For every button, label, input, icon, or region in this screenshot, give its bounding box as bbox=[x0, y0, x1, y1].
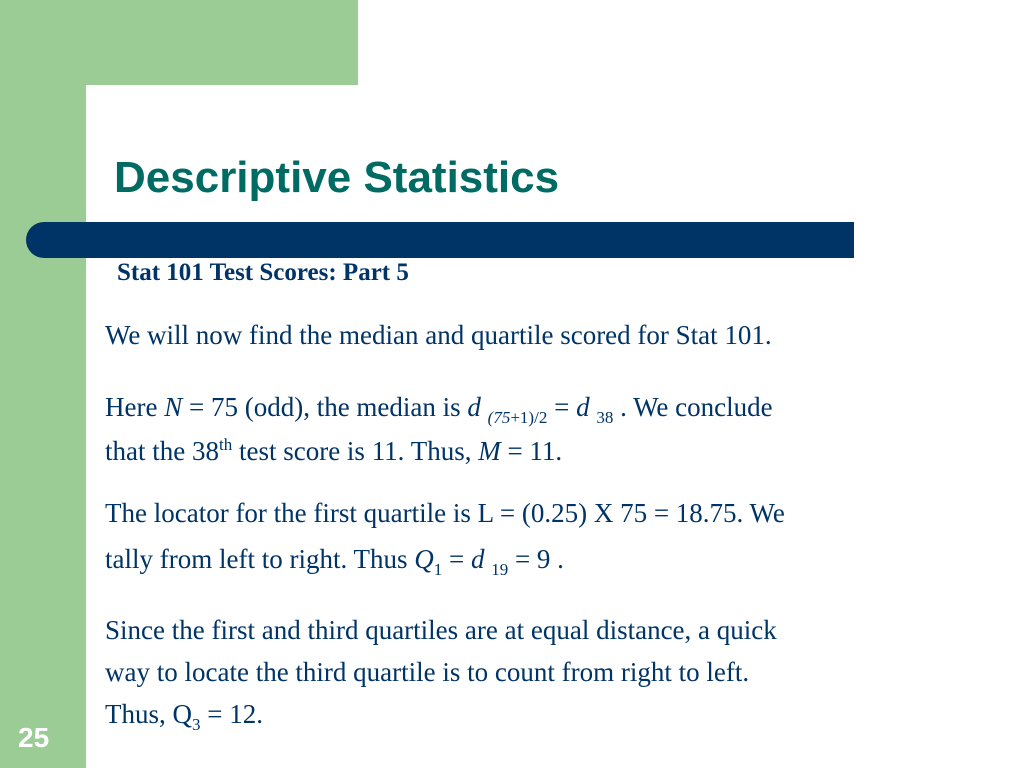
title-underline-bar bbox=[26, 222, 854, 258]
slide-subtitle: Stat 101 Test Scores: Part 5 bbox=[117, 259, 409, 286]
m-variable: M bbox=[478, 436, 501, 466]
median-text: test score is 11. Thus, bbox=[232, 436, 479, 466]
median-text: that the 38 bbox=[105, 436, 219, 466]
third-quartile-line-2: way to locate the third quartile is to count from right to left. bbox=[105, 657, 750, 687]
d-variable: d bbox=[470, 544, 485, 574]
q3-subscript: 3 bbox=[192, 715, 201, 734]
d-variable: d bbox=[576, 392, 590, 422]
median-line-1 bbox=[105, 387, 985, 431]
quartile-line-1: The locator for the first quartile is L = (0.25) X 75 = 18.75. We bbox=[105, 498, 785, 528]
third-quartile-line-1: Since the first and third quartiles are at equal distance, a quick bbox=[105, 615, 777, 645]
median-text: = 11. bbox=[500, 436, 563, 466]
q1-subscript: 1 bbox=[433, 560, 443, 579]
q1-position-subscript: 19 bbox=[491, 560, 509, 579]
quartile-text: tally from left to right. Thus bbox=[105, 544, 415, 574]
quartile-line-2 bbox=[105, 536, 985, 586]
n-variable: N bbox=[164, 392, 183, 422]
d-variable: d bbox=[467, 392, 481, 422]
q-variable: Q bbox=[414, 544, 434, 574]
median-line-2 bbox=[105, 431, 985, 475]
quartile-text: = 9 . bbox=[508, 544, 564, 574]
green-left-band bbox=[0, 0, 86, 768]
third-quartile-line-3 bbox=[105, 693, 985, 739]
paragraph-intro bbox=[105, 316, 985, 354]
median-text: Here bbox=[105, 392, 165, 422]
median-index-subscript: (75+1)/2 bbox=[487, 408, 548, 427]
index-expression-numerator: (75 bbox=[487, 408, 511, 427]
equals-text: = bbox=[547, 392, 577, 422]
median-position-subscript: 38 bbox=[596, 408, 614, 427]
third-quartile-text: Thus, Q bbox=[105, 699, 192, 729]
paragraph-first-quartile bbox=[105, 490, 985, 586]
ordinal-superscript: th bbox=[218, 435, 233, 454]
median-text: . We conclude bbox=[613, 392, 773, 422]
paragraph-third-quartile bbox=[105, 609, 985, 739]
spacer-text bbox=[481, 392, 488, 422]
slide-title: Descriptive Statistics bbox=[114, 153, 560, 202]
paragraph-median bbox=[105, 387, 985, 475]
third-quartile-text: = 12. bbox=[200, 699, 263, 729]
intro-text: We will now find the median and quartile scored for Stat 101. bbox=[105, 320, 772, 350]
median-text: = 75 (odd), the median is bbox=[182, 392, 468, 422]
green-top-band bbox=[0, 0, 358, 85]
equals-text: = bbox=[442, 544, 471, 574]
page-number: 25 bbox=[18, 722, 50, 753]
